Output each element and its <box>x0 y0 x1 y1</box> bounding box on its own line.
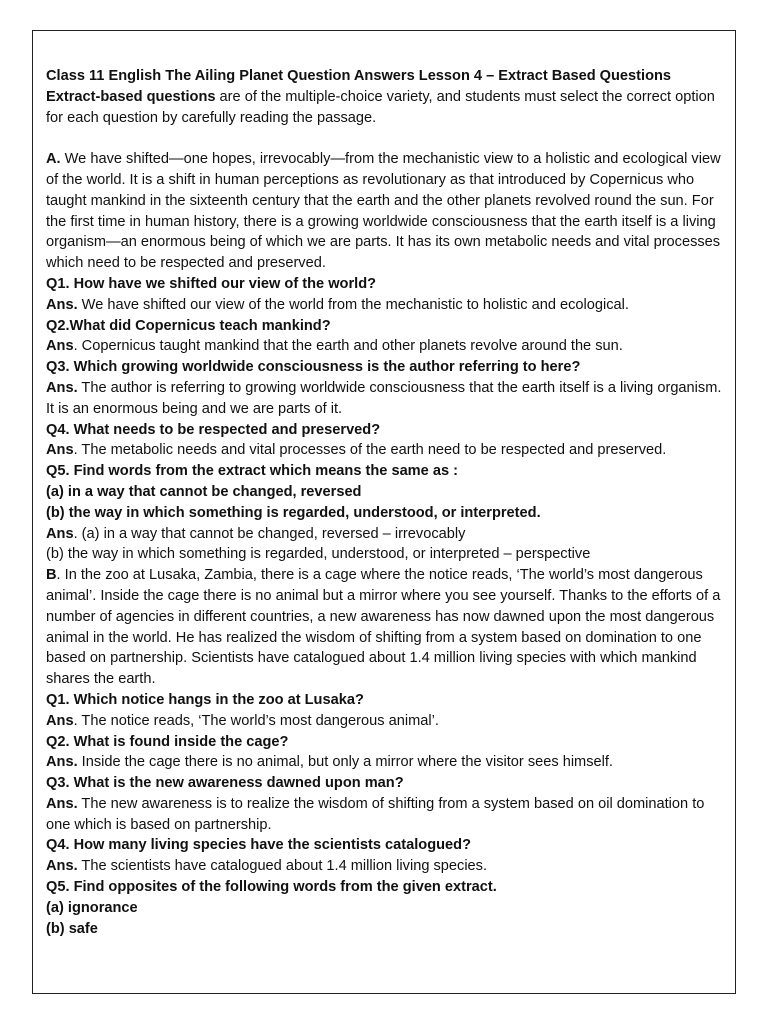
question-b5-part-a: (a) ignorance <box>46 899 138 916</box>
answer-a1: Ans. We have shifted our view of the world from the mechanistic to holistic and ecological. <box>46 296 629 313</box>
answer-a5-part-b: (b) the way in which something is regarded, understood, or interpreted – perspective <box>46 546 591 563</box>
passage-b: B. In the zoo at Lusaka, Zambia, there is a cage where the notice reads, ‘The world’s most dangerous animal’. Inside the cage there is no animal but a mirror where you see yourself. Thanks to the efforts of a number of agencies in different countries, a new awareness has now dawned upon the most dangerous animal in the world. He has realized the wisdom of shifting from a system based on domination to one based on partnership. Scientists have catalogued about 1.4 million living species with which mankind shares the earth. <box>46 567 721 688</box>
question-a5-part-b: (b) the way in which something is regarded, understood, or interpreted. <box>46 504 541 521</box>
question-a2: Q2.What did Copernicus teach mankind? <box>46 317 331 334</box>
question-b4: Q4. How many living species have the scientists catalogued? <box>46 837 471 854</box>
question-b5-part-b: (b) safe <box>46 920 98 937</box>
answer-a4: Ans. The metabolic needs and vital processes of the earth need to be respected and preserved. <box>46 442 667 459</box>
spacer <box>46 128 722 149</box>
answer-a5-part-a: Ans. (a) in a way that cannot be changed, reversed – irrevocably <box>46 525 466 542</box>
passage-a: A. We have shifted—one hopes, irrevocably—from the mechanistic view to a holistic and ecological view of the world. It is a shift in human perceptions as revolutionary as that introduced by Copernicus who taught mankind in the sixteenth century that the earth and the other planets revolved round the sun. For the first time in human history, there is a growing worldwide consciousness that the earth itself is a living organism—an enormous being of which we are parts. It has its own metabolic needs and vital processes which need to be respected and preserved. <box>46 151 721 272</box>
answer-a2: Ans. Copernicus taught mankind that the earth and other planets revolve around the sun. <box>46 338 623 355</box>
question-a5: Q5. Find words from the extract which means the same as : <box>46 463 458 480</box>
document-title: Class 11 English The Ailing Planet Question Answers Lesson 4 – Extract Based Questions <box>46 68 672 84</box>
question-b5: Q5. Find opposites of the following words from the given extract. <box>46 879 497 896</box>
question-b3: Q3. What is the new awareness dawned upon man? <box>46 775 404 792</box>
answer-b3: Ans. The new awareness is to realize the wisdom of shifting from a system based on oil domination to one which is based on partnership. <box>46 795 705 833</box>
answer-b1: Ans. The notice reads, ‘The world’s most dangerous animal’. <box>46 712 439 729</box>
document-body <box>46 66 722 939</box>
answer-a3: Ans. The author is referring to growing worldwide consciousness that the earth itself is a living organism. It is an enormous being and we are parts of it. <box>46 379 722 417</box>
intro-paragraph: Extract-based questions are of the multiple-choice variety, and students must select the correct option for each question by carefully reading the passage. <box>46 88 715 126</box>
question-b1: Q1. Which notice hangs in the zoo at Lusaka? <box>46 691 364 708</box>
answer-b2: Ans. Inside the cage there is no animal, but only a mirror where the visitor sees himself. <box>46 754 613 771</box>
question-a4: Q4. What needs to be respected and preserved? <box>46 421 381 438</box>
answer-b4: Ans. The scientists have catalogued about 1.4 million living species. <box>46 858 488 875</box>
question-a5-part-a: (a) in a way that cannot be changed, reversed <box>46 483 362 500</box>
question-a1: Q1. How have we shifted our view of the world? <box>46 275 377 292</box>
question-b2: Q2. What is found inside the cage? <box>46 733 289 750</box>
question-a3: Q3. Which growing worldwide consciousness is the author referring to here? <box>46 359 581 376</box>
